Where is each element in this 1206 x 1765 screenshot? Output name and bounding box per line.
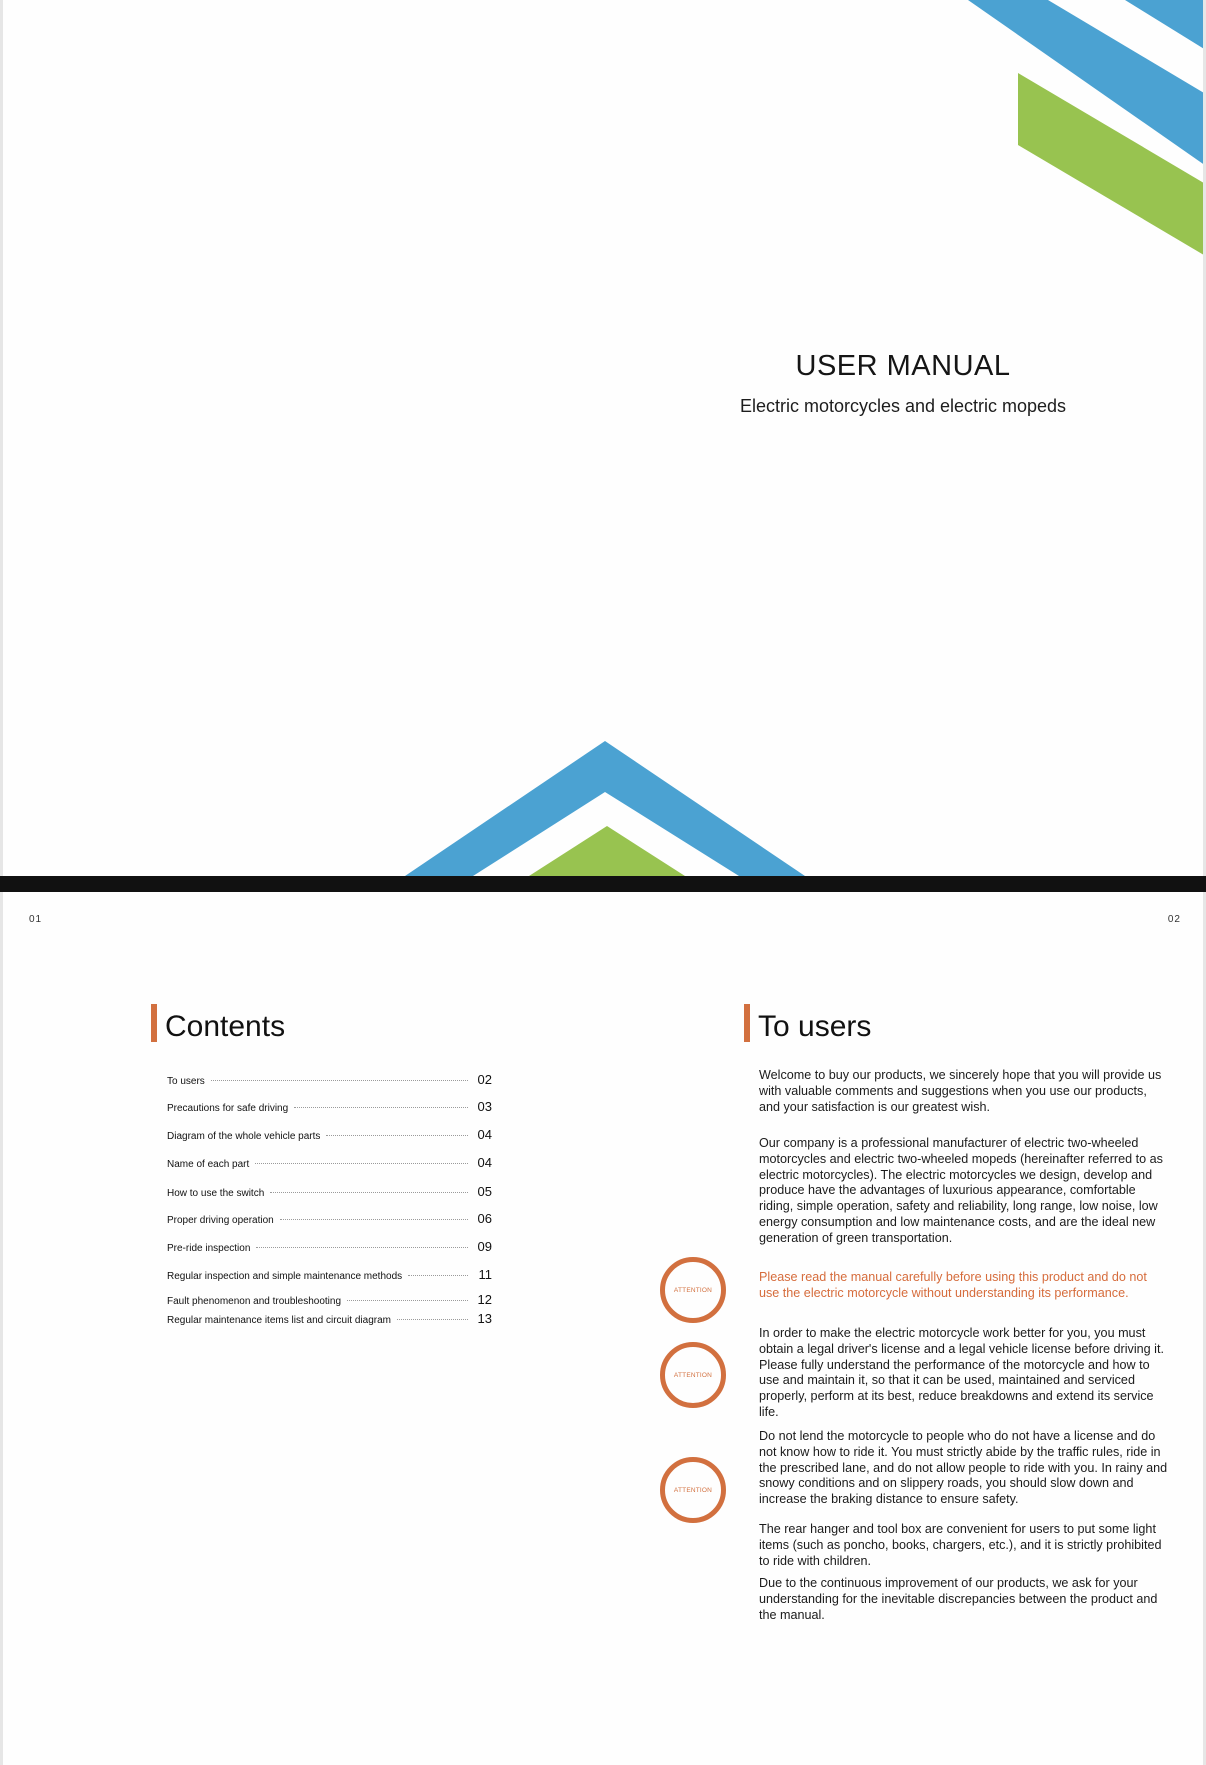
toc-leader [326, 1135, 468, 1136]
toc-item[interactable] [167, 1072, 492, 1087]
toc-item-label: Regular maintenance items list and circuit diagram [167, 1315, 391, 1326]
attention-badge [660, 1342, 726, 1408]
toc-item-page: 13 [477, 1311, 492, 1326]
paragraph-license [759, 1326, 1169, 1421]
toc-item[interactable] [167, 1155, 492, 1170]
page-number-right: 02 [1167, 914, 1181, 925]
toc-leader [255, 1163, 468, 1164]
cover-title: USER MANUAL [795, 350, 1011, 382]
toc-item-label: Fault phenomenon and troubleshooting [167, 1296, 342, 1307]
paragraph-text: Our company is a professional manufacturer of electric two-wheeled motorcycles and electric two-wheeled mopeds (hereinafter referred to as electric motorcycles). The electric motorcycles we design, develop and produce have the advantages of luxurious appearance, comfortable riding, simple operation, safety and reliability, long range, low noise, low energy consumption and low maintenance costs, and are the ideal new generation of green transportation. [759, 1136, 1163, 1245]
contents-title: Contents [165, 1010, 286, 1043]
toc-leader [294, 1107, 468, 1108]
toc-item-page: 09 [477, 1239, 492, 1254]
paragraph-discrepancies [759, 1576, 1169, 1623]
paragraph-rear-hanger [759, 1522, 1169, 1569]
toc-item-label: Precautions for safe driving [167, 1103, 289, 1114]
manual-spread [0, 892, 1206, 1765]
toc-item[interactable] [167, 1267, 492, 1282]
toc-item[interactable] [167, 1239, 492, 1254]
cover-subtitle: Electric motorcycles and electric mopeds [739, 396, 1067, 416]
toc-leader [270, 1192, 468, 1193]
green-chevron [529, 826, 685, 876]
toc-leader [347, 1300, 468, 1301]
to-users-title: To users [758, 1010, 872, 1043]
contents-heading [151, 1004, 285, 1042]
toc-item-label: Regular inspection and simple maintenance methods [167, 1271, 403, 1282]
toc-item[interactable] [167, 1127, 492, 1142]
cover-artwork [3, 0, 1206, 876]
toc-item-page: 04 [477, 1155, 492, 1170]
page-divider [0, 876, 1206, 892]
to-users-heading [744, 1004, 871, 1042]
toc-leader [280, 1219, 468, 1220]
toc-item-label: How to use the switch [167, 1188, 265, 1199]
toc-leader [397, 1319, 468, 1320]
attention-label: ATTENTION [673, 1286, 713, 1294]
paragraph-text: The rear hanger and tool box are convenient for users to put some light items (such as poncho, books, chargers, etc.), and it is strictly prohibited to ride with children. [759, 1522, 1162, 1568]
toc-item-page: 04 [477, 1127, 492, 1142]
attention-label: ATTENTION [673, 1371, 713, 1379]
paragraph-text: Welcome to buy our products, we sincerely hope that you will provide us with valuable comments and suggestions when you use our products, and your satisfaction is our greatest wish. [759, 1068, 1162, 1114]
paragraph-lending [759, 1429, 1169, 1508]
accent-bar [744, 1004, 750, 1042]
toc-item[interactable] [167, 1184, 492, 1199]
toc-item-page: 03 [477, 1099, 492, 1114]
paragraph-warning [759, 1270, 1169, 1302]
paragraph-text: Due to the continuous improvement of our products, we ask for your understanding for the inevitable discrepancies between the product and the manual. [759, 1576, 1158, 1622]
attention-badge [660, 1457, 726, 1523]
toc-item[interactable] [167, 1311, 492, 1326]
cover-page [0, 0, 1206, 876]
toc-item-label: Proper driving operation [167, 1215, 274, 1226]
toc-item-page: 06 [477, 1211, 492, 1226]
toc-item-label: Pre-ride inspection [167, 1243, 251, 1254]
toc-item[interactable] [167, 1292, 492, 1307]
attention-label: ATTENTION [673, 1486, 713, 1494]
attention-badge [660, 1257, 726, 1323]
paragraph-company [759, 1136, 1169, 1247]
toc-leader [211, 1080, 468, 1081]
toc-leader [408, 1275, 468, 1276]
toc-item-page: 12 [477, 1292, 492, 1307]
page-number-left: 01 [29, 914, 43, 925]
toc-item-page: 11 [478, 1267, 492, 1282]
paragraph-text: In order to make the electric motorcycle work better for you, you must obtain a legal driver's license and a legal vehicle license before driving it. Please fully understand the performance of the motorcycle and how to use and maintain it, so that it can be used, maintained and serviced properly, perform at its best, reduce breakdowns and extend its service life. [759, 1326, 1164, 1419]
toc-item-page: 05 [477, 1184, 492, 1199]
paragraph-text: Please read the manual carefully before using this product and do not use the electric motorcycle without understanding its performance. [759, 1270, 1147, 1300]
toc-item-label: To users [167, 1076, 205, 1087]
toc-item[interactable] [167, 1211, 492, 1226]
accent-bar [151, 1004, 157, 1042]
blue-stripe-outer [1125, 0, 1206, 52]
paragraph-welcome [759, 1068, 1169, 1115]
toc-item-label: Diagram of the whole vehicle parts [167, 1131, 321, 1142]
toc-item-page: 02 [477, 1072, 492, 1087]
paragraph-text: Do not lend the motorcycle to people who do not have a license and do not know how to ride it. You must strictly abide by the traffic rules, ride in the prescribed lane, and do not allow people to ride with you. In rainy and snowy conditions and on slippery roads, you should slow down and increase the braking distance to ensure safety. [759, 1429, 1168, 1507]
toc-leader [256, 1247, 468, 1248]
toc-item[interactable] [167, 1099, 492, 1114]
toc-item-label: Name of each part [167, 1159, 250, 1170]
